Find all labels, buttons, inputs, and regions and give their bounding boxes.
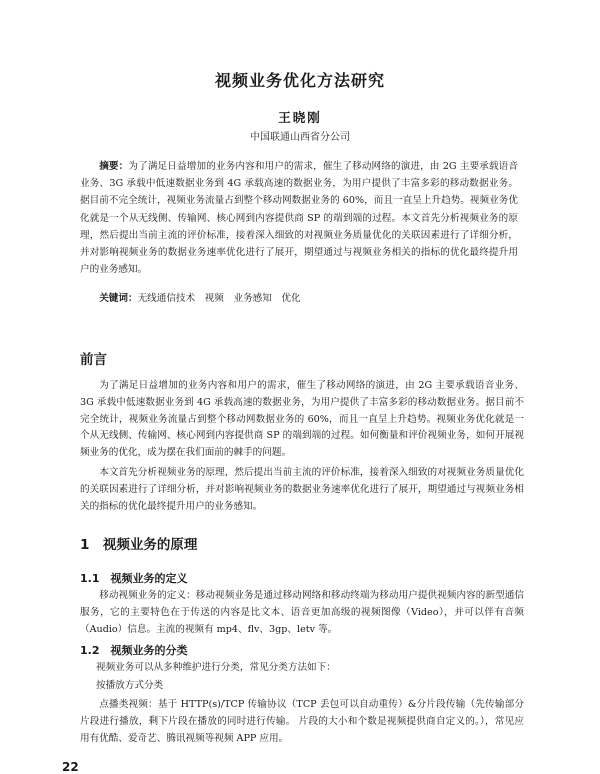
author-affiliation: 中国联通山西省分公司 bbox=[250, 132, 350, 143]
section-1-2-line-2: 按播放方式分类 bbox=[96, 680, 164, 691]
section-1-2-line-1: 视频业务可以从多种维护进行分类，常见分类方法如下： bbox=[96, 662, 336, 673]
preface-paragraph-1: 为了满足日益增加的业务内容和用户的需求，催生了移动网络的演进，由 2G 主要承载语音业务、3G 承载中低速数据业务到 4G 承载高速的数据业务，为用户提供了丰富多彩的移动数据业务。据目前不完全统计，视频业务流量占到整个移动网数据业务的 60%，而且一直呈上升趋势。视频业务优化就是一个从无线侧、传输网、核心网到内容提供商 SP 的端到端的过程。如何衡量和评价视频业务，如何开展视频业务的优化，成为摆在我们面前的棘手的问题。 bbox=[80, 380, 524, 459]
preface-paragraph-2: 本文首先分析视频业务的原理，然后提出当前主流的评价标准，接着深入细致的对视频业务质量优化的关联因素进行了详细分析，并对影响视频业务的数据业务速率优化进行了展开，期望通过与视频业务相关的指标的优化最终提升用户的业务感知。 bbox=[80, 467, 524, 512]
abstract bbox=[80, 158, 518, 278]
section-1-2-paragraph: 点播类视频：基于 HTTP(s)/TCP 传输协议（TCP 丢包可以自动重传）&分片段传输（先传输部分片段进行播放，剩下片段在播放的同时进行传输。 片段的大小和个数是视频提供商自定义的。），常见应用有优酷、爱奇艺、腾讯视频等视频 APP 应用。 bbox=[80, 699, 524, 744]
abstract-label: 摘要： bbox=[99, 161, 129, 172]
abstract-text: 为了满足日益增加的业务内容和用户的需求，催生了移动网络的演进，由 2G 主要承载语音业务、3G 承载中低速数据业务到 4G 承载高速的数据业务，为用户提供了丰富多彩的移动数据业务。据目前不完全统计，视频业务流量占到整个移动网数据业务的 60%，而且一直呈上升趋势。视频业务优化就是一个从无线侧、传输网、核心网到内容提供商 SP 的端到端的过程。本文首先分析视频业务的原理，然后提出当前主流的评价标准，接着深入细致的对视频业务质量优化的关联因素进行了详细分析，并对影响视频业务的数据业务速率优化进行了展开，期望通过与视频业务相关的指标的优化最终提升用户的业务感知。 bbox=[80, 161, 518, 276]
section-1-1-paragraph: 移动视频业务的定义：移动视频业务是通过移动网络和移动终端为移动用户提供视频内容的新型通信服务，它的主要特色在于传送的内容是比文本、语音更加高级的视频图像（Video），并可以伴有音频（Audio）信息。主流的视频有 mp4、flv、3gp、letv 等。 bbox=[80, 590, 524, 635]
paper-title: 视频业务优化方法研究 bbox=[214, 71, 385, 90]
keywords-label: 关键词： bbox=[99, 293, 138, 304]
author-name: 王晓刚 bbox=[278, 110, 322, 125]
heading-section-1-1: 1.1 视频业务的定义 bbox=[80, 572, 188, 585]
keywords-text: 无线通信技术 视频 业务感知 优化 bbox=[137, 293, 301, 304]
heading-section-1-2: 1.2 视频业务的分类 bbox=[80, 644, 188, 657]
keywords bbox=[80, 290, 518, 307]
page-number: 22 bbox=[62, 760, 79, 774]
heading-preface: 前言 bbox=[80, 352, 107, 368]
heading-section-1: 1 视频业务的原理 bbox=[80, 537, 198, 553]
